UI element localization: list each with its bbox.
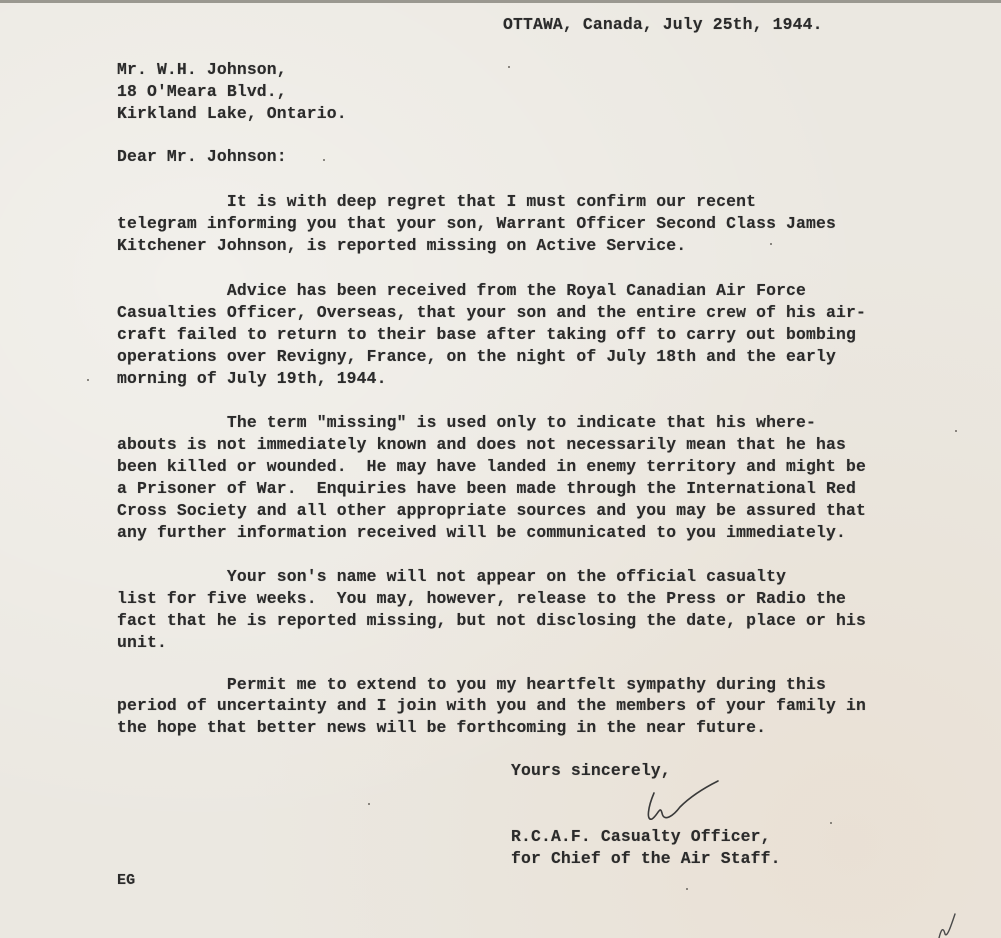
recipient-street: 18 O'Meara Blvd., xyxy=(117,82,287,101)
page-top-edge xyxy=(0,0,1001,3)
paragraph-line: It is with deep regret that I must confirm our recent xyxy=(117,192,757,211)
paragraph-line: Cross Society and all other appropriate sources and you may be assured that xyxy=(117,501,866,520)
paragraph-line: been killed or wounded. He may have landed in enemy territory and might be xyxy=(117,457,866,476)
paragraph-line: Advice has been received from the Royal Canadian Air Force xyxy=(117,281,807,300)
paper-speck xyxy=(830,822,832,824)
paragraph-line: abouts is not immediately known and does not necessarily mean that he has xyxy=(117,435,846,454)
paragraph-line: unit. xyxy=(117,633,167,652)
paper-speck xyxy=(770,243,772,245)
paper-speck xyxy=(686,888,688,890)
salutation: Dear Mr. Johnson: xyxy=(117,147,287,166)
paper-speck xyxy=(508,66,510,68)
handwritten-signature-icon xyxy=(640,775,730,835)
paragraph-line: telegram informing you that your son, Warrant Officer Second Class James xyxy=(117,214,836,233)
paper-speck xyxy=(323,159,325,161)
recipient-city: Kirkland Lake, Ontario. xyxy=(117,104,347,123)
paragraph-line: craft failed to return to their base after taking off to carry out bombing xyxy=(117,325,856,344)
paragraph-line: operations over Revigny, France, on the night of July 18th and the early xyxy=(117,347,836,366)
paragraph-line: list for five weeks. You may, however, release to the Press or Radio the xyxy=(117,589,846,608)
signature-title-2: for Chief of the Air Staff. xyxy=(511,849,781,868)
paragraph-line: The term "missing" is used only to indicate that his where- xyxy=(117,413,817,432)
paragraph-line: any further information received will be communicated to you immediately. xyxy=(117,523,846,542)
paper-speck xyxy=(955,430,957,432)
paragraph-line: Permit me to extend to you my heartfelt sympathy during this xyxy=(117,675,827,694)
paragraph-line: Your son's name will not appear on the official casualty xyxy=(117,567,787,586)
typist-initials: EG xyxy=(117,872,136,889)
dateline: OTTAWA, Canada, July 25th, 1944. xyxy=(503,15,823,34)
closing: Yours sincerely, xyxy=(511,761,671,780)
paragraph-line: fact that he is reported missing, but not disclosing the date, place or his xyxy=(117,611,866,630)
paper-speck xyxy=(87,379,89,381)
handwritten-mark-icon xyxy=(935,912,965,938)
paragraph-line: Kitchener Johnson, is reported missing on Active Service. xyxy=(117,236,687,255)
recipient-name: Mr. W.H. Johnson, xyxy=(117,60,287,79)
paragraph-line: morning of July 19th, 1944. xyxy=(117,369,387,388)
signature-title-1: R.C.A.F. Casualty Officer, xyxy=(511,827,771,846)
paragraph-line: Casualties Officer, Overseas, that your son and the entire crew of his air- xyxy=(117,303,866,322)
paragraph-line: a Prisoner of War. Enquiries have been made through the International Red xyxy=(117,479,856,498)
paragraph-line: the hope that better news will be forthcoming in the near future. xyxy=(117,718,767,737)
paragraph-line: period of uncertainty and I join with you and the members of your family in xyxy=(117,696,866,715)
paper-speck xyxy=(368,803,370,805)
